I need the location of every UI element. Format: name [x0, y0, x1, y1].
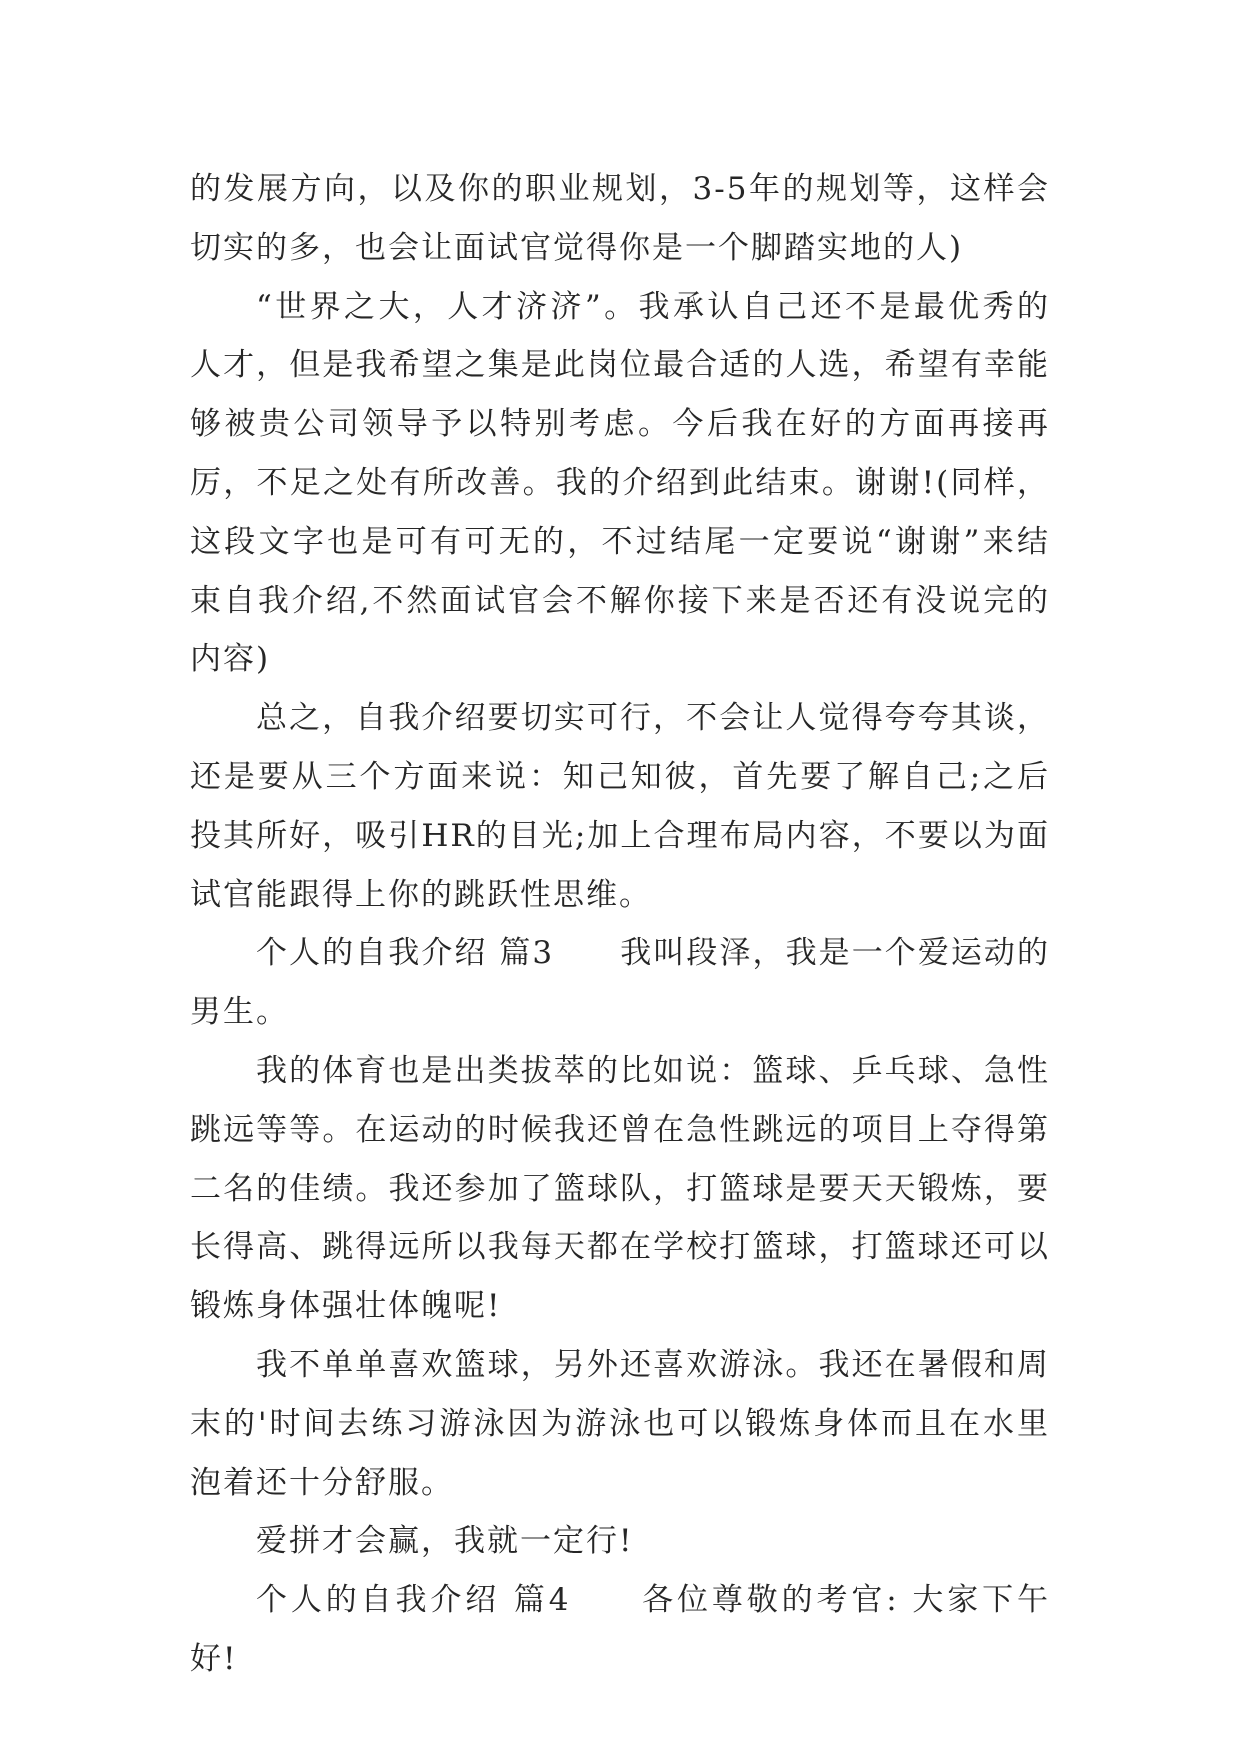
paragraph-section-4-heading: 个人的自我介绍 篇4 各位尊敬的考官: 大家下午好! [190, 1582, 1050, 1677]
paragraph-sports: 我的体育也是出类拔萃的比如说：篮球、乒乓球、急性跳远等等。在运动的时候我还曾在急性跳远的项目上夺得第二名的佳绩。我还参加了篮球队，打篮球是要天天锻炼，要长得高、跳得远所以我每天都在学校打篮球，打篮球还可以锻炼身体强壮体魄呢! [190, 1052, 1050, 1325]
paragraph-summary: 总之，自我介绍要切实可行，不会让人觉得夸夸其谈，还是要从三个方面来说：知己知彼，首先要了解自己;之后投其所好，吸引HR的目光;加上合理布局内容，不要以为面试官能跟得上你的跳跃性思维。 [190, 700, 1050, 913]
paragraph-closing-thanks: “世界之大，人才济济”。我承认自己还不是最优秀的人才，但是我希望之集是此岗位最合适的人选，希望有幸能够被贵公司领导予以特别考虑。今后我在好的方面再接再厉，不足之处有所改善。我的介绍到此结束。谢谢!(同样，这段文字也是可有可无的，不过结尾一定要说“谢谢”来结束自我介绍,不然面试官会不解你接下来是否还有没说完的内容) [190, 288, 1050, 678]
paragraph-career-plan-continuation: 的发展方向，以及你的职业规划，3-5年的规划等，这样会切实的多，也会让面试官觉得你是一个脚踏实地的人) [190, 171, 1050, 266]
document-body [190, 160, 1050, 1689]
paragraph-swimming: 我不单单喜欢篮球，另外还喜欢游泳。我还在暑假和周末的'时间去练习游泳因为游泳也可以锻炼身体而且在水里泡着还十分舒服。 [190, 1346, 1050, 1501]
paragraph-section-3-heading: 个人的自我介绍 篇3 我叫段泽，我是一个爱运动的男生。 [190, 935, 1050, 1031]
paragraph-motto: 爱拼才会赢，我就一定行! [256, 1523, 634, 1560]
